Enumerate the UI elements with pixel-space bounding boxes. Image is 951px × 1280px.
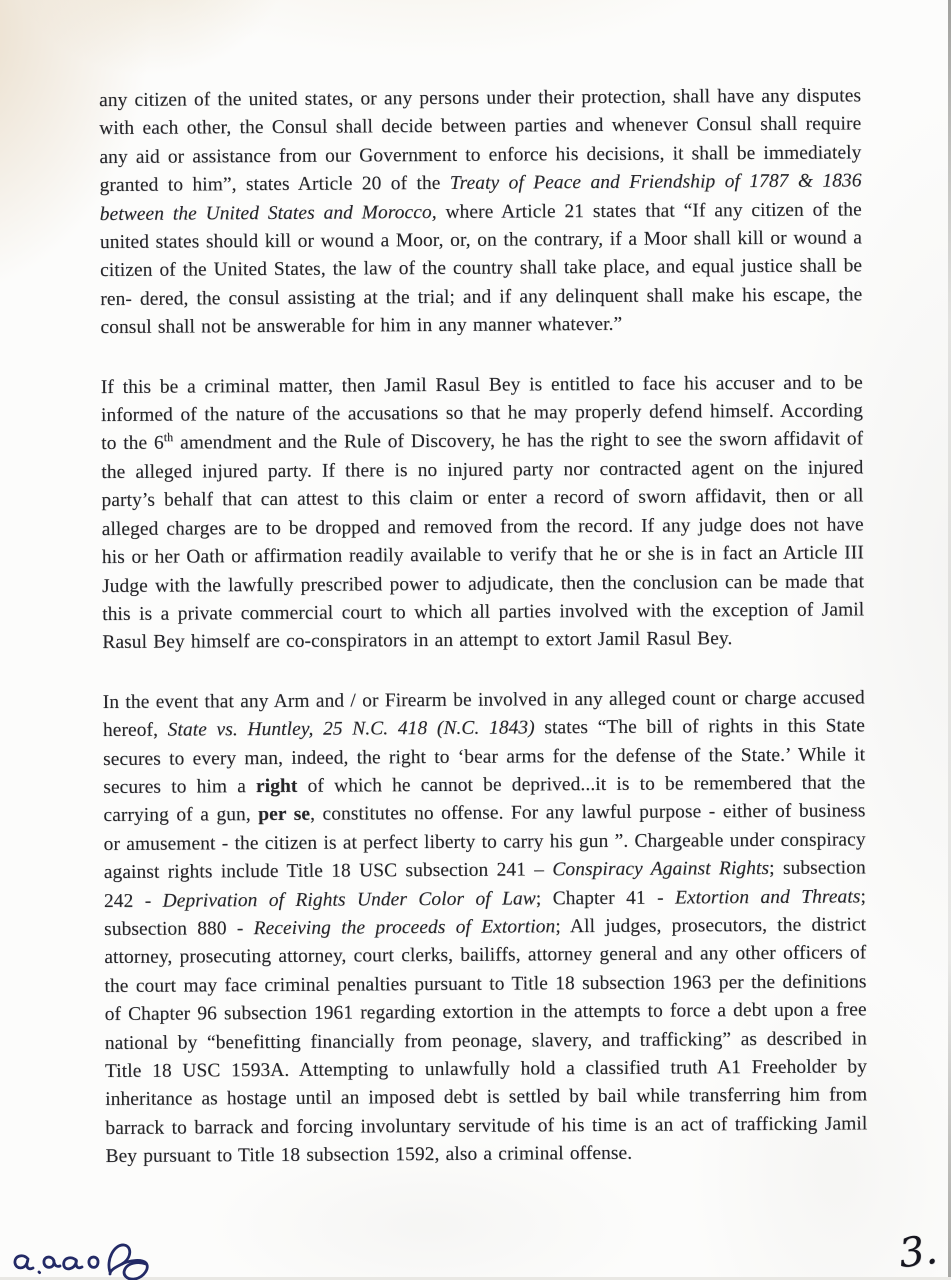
text-segment: Receiving the proceeds of Extortion xyxy=(253,916,556,940)
text-segment: of which he cannot be deprived...it is to be remembered that the carrying of a gun, xyxy=(103,772,866,827)
text-segment: right xyxy=(255,775,298,797)
text-segment: ; Chapter 41 - xyxy=(535,887,676,909)
text-segment: If this be a criminal matter, then Jamil Rasul Bey is entitled to face his accuser and to be informed of the nature of the accusations so that he may properly defend himself. According to the 6 xyxy=(100,371,864,455)
text-segment: where Article 21 states that “If any citizen of the united states should kill or wound a Moor, or, on the contrary, if a Moor shall kill or wound a citizen of the United States, the law of the country shall take place, and equal justice shall be ren- dered, the consul assisting at the trial; and if any delinquent shall make his escape, the consul shall not be answerable for him in any manner whatever.” xyxy=(99,198,863,339)
text-segment: Conspiracy Against Rights xyxy=(552,858,770,881)
text-segment: Treaty of Peace and Friendship of 1787 & 1836 between the United States and Morocco, xyxy=(99,170,862,225)
text-segment: ; subsection 242 - xyxy=(103,857,866,912)
text-segment: ; All judges, prosecutors, the district attorney, prosecuting attorney, court clerks, bailiffs, attorney general and any other officers of the court may face criminal penalties pursuant to Title 18 subsection 1963 per the definitions of Chapter 96 subsection 1961 regarding extortion in the attempts to force a debt upon a free national by “benefitting financially from peonage, slavery, and trafficking” as described in Title 18 USC 1593A. Attempting to unlawfully hold a classified truth A1 Freeholder by inheritance as hostage until an imposed debt is settled by bail while transferring him from barrack to barrack and forcing involuntary servitude of his time is an act of trafficking Jamil Bey pursuant to Title 18 subsection 1592, also a criminal offense. xyxy=(104,914,868,1168)
text-segment: ; subsection 880 - xyxy=(104,885,867,940)
treaty-paragraph xyxy=(99,82,863,342)
text-segment: amendment and the Rule of Discovery, he has the right to see the sworn affidavit of the alleged injured party. If there is no injured party nor contracted agent on the injured party’s behalf that can attest to this claim or enter a record of sworn affidavit, then or all alleged charges are to be dropped and removed from the record. If any judge does not have his or her Oath or affirmation readily available to verify that he or she is in fact an Article III Judge with the lawfully prescribed power to adjudicate, then the conclusion can be made that this is a private commercial court to which all parties involved with the exception of Jamil Rasul Bey himself are co-conspirators in an attempt to extort Jamil Rasul Bey. xyxy=(101,428,865,654)
text-segment: Extortion and Threats xyxy=(674,885,861,909)
text-segment: In the event that any Arm and / or Firearm be involved in any alleged count or charge accused hereof, xyxy=(102,687,865,742)
firearm-paragraph xyxy=(103,684,868,1172)
text-segment: State vs. Huntley, 25 N.C. 418 (N.C. 1843) xyxy=(167,717,535,741)
criminal-matter-paragraph xyxy=(101,369,865,658)
page-number: 3. xyxy=(896,1226,940,1278)
signature-ink-scribble xyxy=(10,1236,190,1280)
text-segment: states “The bill of rights in this State secures to every man, indeed, the right to ‘bear arms for the defense of the State.’ While it secures to him a xyxy=(103,715,866,798)
text-segment: , constitutes no offense. For any lawful purpose - either of business or amusement - the citizen is at perfect liberty to carry his gun ”. Chargeable under conspiracy against rights include Title 18 USC subsection 241 – xyxy=(103,800,866,884)
document-body xyxy=(99,82,868,1202)
text-segment: per se xyxy=(258,804,311,826)
text-segment: Deprivation of Rights Under Color of Law xyxy=(162,887,536,912)
text-segment: any citizen of the united states, or any persons under their protection, shall have any disputes with each other, the Consul shall decide between parties and whenever Consul shall require any aid or assistance from our Government to enforce his decisions, it shall be immediately granted to him”, states Article 20 of the xyxy=(99,85,862,197)
text-segment: th xyxy=(163,430,174,445)
